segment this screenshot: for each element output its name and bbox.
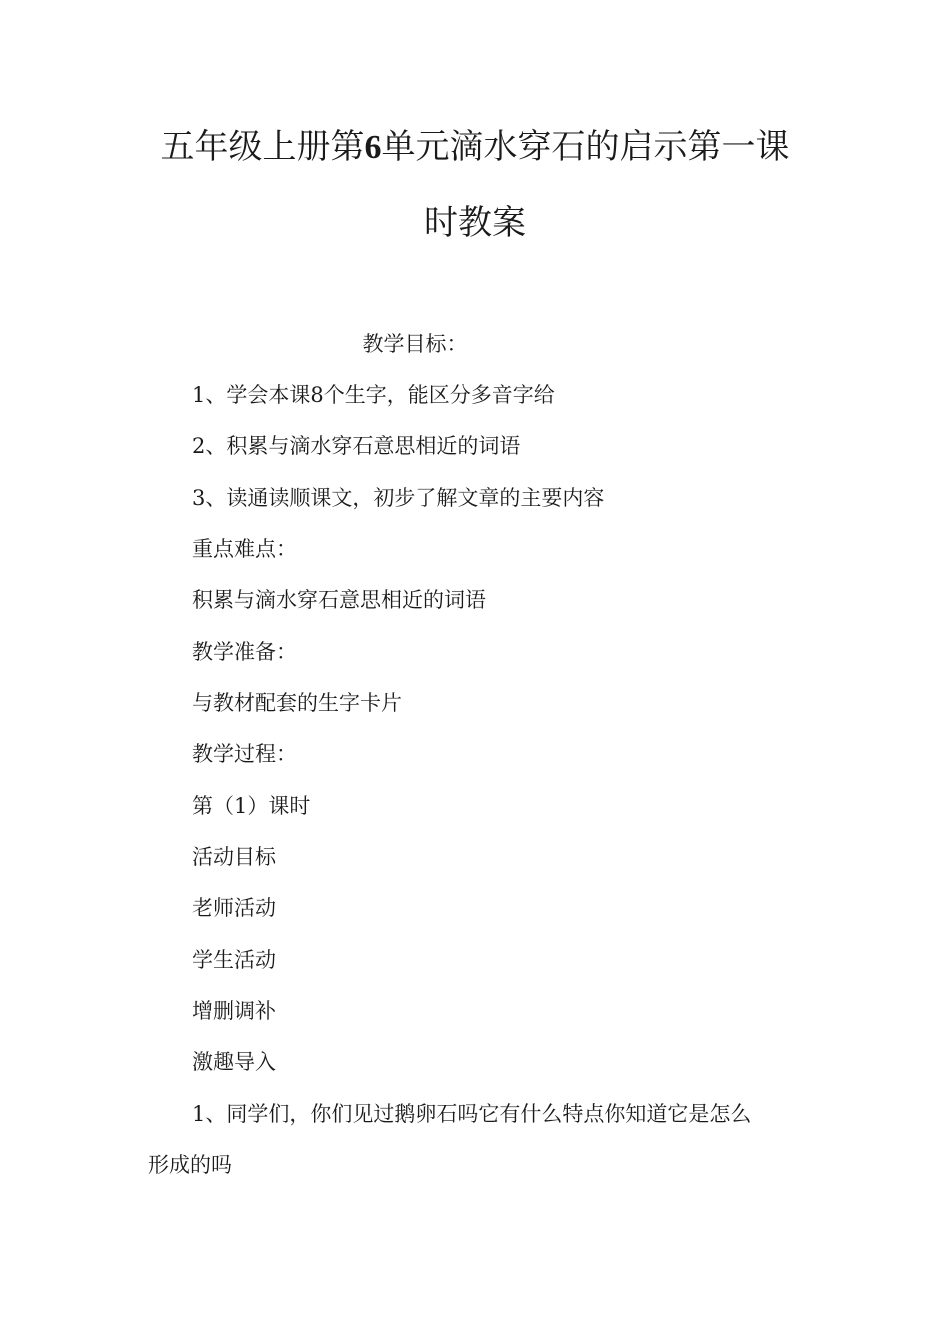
title-text-part-2: 单元滴水穿石的启示第一课: [381, 127, 790, 167]
activity-goal-label: 活动目标: [192, 845, 276, 869]
student-activity-label: 学生活动: [192, 948, 276, 972]
title-unit-number: 6: [364, 129, 382, 166]
section-heading-teaching-goals: 教学目标：: [362, 332, 468, 356]
intro-heading: 激趣导入: [192, 1050, 276, 1074]
revision-label: 增删调补: [192, 999, 276, 1023]
section-heading-process: 教学过程：: [192, 742, 297, 766]
title-text-part-1: 五年级上册第: [160, 127, 365, 167]
document-title-line-2: 时教案: [424, 203, 526, 243]
lesson-period: 第（1）课时: [192, 794, 311, 818]
goal-item-3: 3、读通读顺课文，初步了解文章的主要内容: [192, 486, 605, 510]
intro-question-line-2: 形成的吗: [148, 1153, 232, 1177]
section-heading-key-points: 重点难点：: [192, 537, 297, 561]
goal-item-2: 2、积累与滴水穿石意思相近的词语: [192, 434, 521, 458]
preparation-text: 与教材配套的生字卡片: [192, 691, 402, 715]
key-points-text: 积累与滴水穿石意思相近的词语: [192, 588, 486, 612]
goal-item-1: 1、学会本课8个生字，能区分多音字给: [192, 383, 555, 407]
document-title-line-1: [0, 127, 950, 168]
intro-question-line-1: 1、同学们，你们见过鹅卵石吗它有什么特点你知道它是怎么: [192, 1102, 752, 1126]
teacher-activity-label: 老师活动: [192, 896, 276, 920]
section-heading-preparation: 教学准备：: [192, 640, 297, 664]
